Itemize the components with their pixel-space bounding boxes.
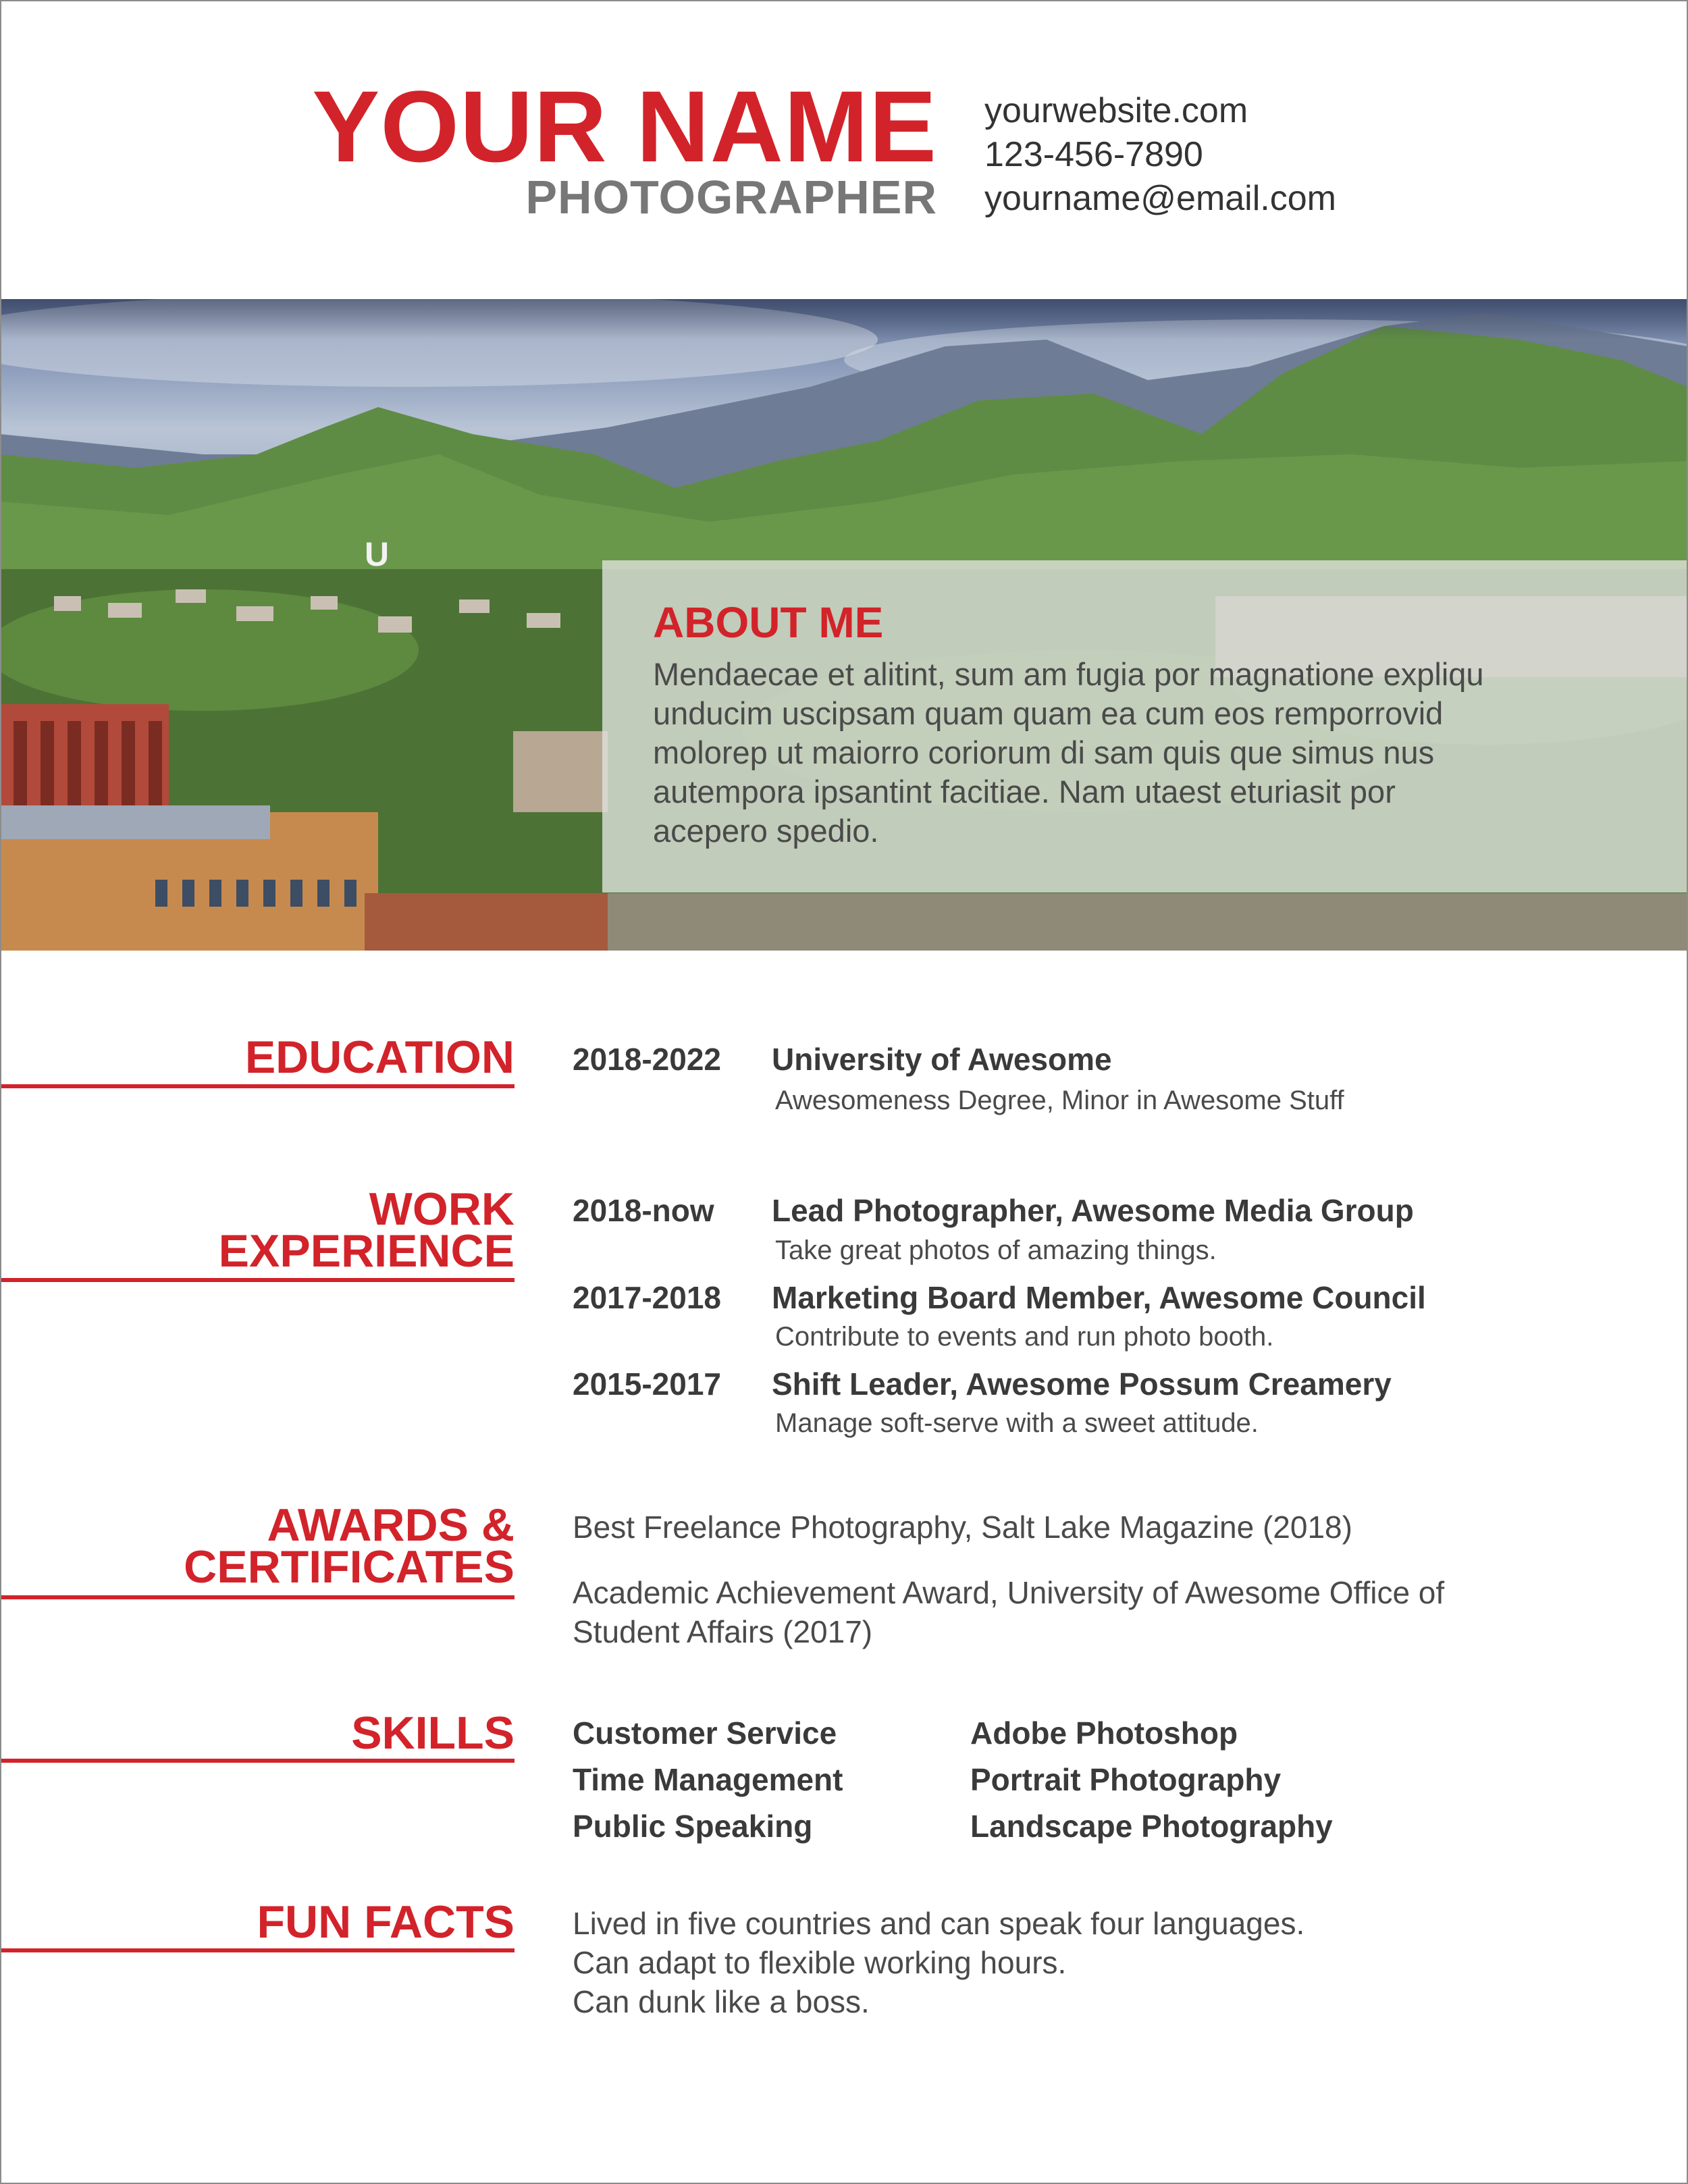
education-detail: Awesomeness Degree, Minor in Awesome Stuff [775, 1086, 1344, 1115]
fun-fact-item: Can adapt to flexible working hours. [573, 1945, 1067, 1980]
fun-facts-heading: FUN FACTS [257, 1896, 515, 1948]
work-years: 2015-2017 [573, 1366, 721, 1402]
resume-header [0, 0, 1688, 299]
job-title: PHOTOGRAPHER [525, 171, 937, 223]
skill-item: Portrait Photography [970, 1762, 1282, 1797]
work-heading-line1: WORK [369, 1183, 515, 1235]
about-me-panel [602, 560, 1688, 893]
award-item: Best Freelance Photography, Salt Lake Magazine (2018) [573, 1510, 1352, 1545]
fun-fact-item: Lived in five countries and can speak four languages. [573, 1906, 1305, 1941]
awards-heading-line1: AWARDS & [267, 1499, 515, 1551]
hillside-letter: U [365, 535, 390, 573]
work-role: Lead Photographer, Awesome Media Group [772, 1193, 1414, 1228]
award-item: Academic Achievement Award, University of Awesome Office of Student Affairs (2017) [573, 1575, 1445, 1649]
work-underline [0, 1278, 515, 1282]
phone-number: 123-456-7890 [984, 135, 1203, 174]
education-underline [0, 1084, 515, 1088]
fun-facts-underline [0, 1948, 515, 1952]
awards-underline [0, 1595, 515, 1599]
about-me-text: Mendaecae et alitint, sum am fugia por magnatione expliqu unducim uscipsam quam quam ea cum eos remporrovid molorep ut maiorro coriorum di sam quis que simus nus autempora ipsantint facitiae. Nam utaest eturiasit por acepero spedio. [653, 656, 1484, 849]
skill-item: Adobe Photoshop [970, 1715, 1238, 1751]
work-role: Shift Leader, Awesome Possum Creamery [772, 1366, 1392, 1402]
work-detail: Manage soft-serve with a sweet attitude. [775, 1408, 1259, 1438]
work-years: 2017-2018 [573, 1280, 721, 1315]
skill-item: Landscape Photography [970, 1809, 1333, 1844]
skills-heading: SKILLS [351, 1707, 515, 1759]
education-years: 2018-2022 [573, 1042, 721, 1077]
skill-item: Customer Service [573, 1715, 837, 1751]
work-detail: Take great photos of amazing things. [775, 1235, 1217, 1265]
work-heading-line2: EXPERIENCE [218, 1225, 515, 1277]
skills-underline [0, 1759, 515, 1763]
awards-heading-line2: CERTIFICATES [184, 1541, 515, 1593]
skill-item: Time Management [573, 1762, 843, 1797]
header-shadow [0, 299, 1688, 340]
fun-fact-item: Can dunk like a boss. [573, 1984, 870, 2019]
work-role: Marketing Board Member, Awesome Council [772, 1280, 1426, 1315]
work-years: 2018-now [573, 1193, 714, 1228]
awards-heading [0, 1499, 515, 1593]
contact-info [984, 89, 1336, 221]
email-link[interactable]: yourname@email.com [984, 179, 1336, 218]
education-school: University of Awesome [772, 1042, 1112, 1077]
work-experience-heading [0, 1183, 515, 1277]
website-link[interactable]: yourwebsite.com [984, 91, 1248, 130]
skill-item: Public Speaking [573, 1809, 813, 1844]
work-detail: Contribute to events and run photo booth. [775, 1322, 1274, 1352]
education-heading: EDUCATION [244, 1032, 515, 1083]
applicant-name: YOUR NAME [312, 70, 937, 183]
about-me-heading: ABOUT ME [653, 598, 884, 647]
